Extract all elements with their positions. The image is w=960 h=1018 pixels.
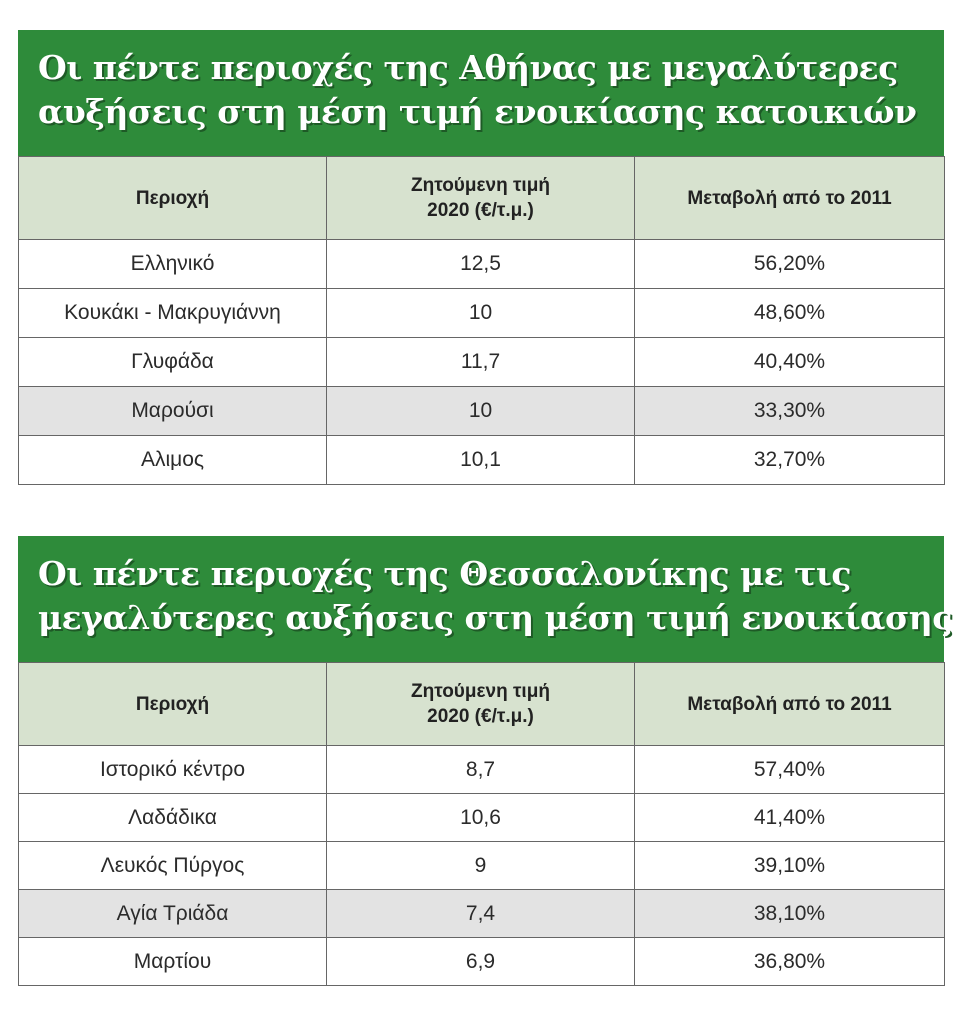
- cell-change: 56,20%: [635, 240, 945, 289]
- table-row: [19, 890, 945, 938]
- table-row: [19, 338, 945, 387]
- cell-price: 11,7: [327, 338, 635, 387]
- header-price: [327, 663, 635, 746]
- athens-rent-table: [18, 156, 945, 485]
- athens-title-line2: αυξήσεις στη μέση τιμή ενοικίασης κατοικιών: [38, 92, 917, 131]
- cell-area: Μαρτίου: [19, 938, 327, 986]
- cell-change: 40,40%: [635, 338, 945, 387]
- cell-area: Ιστορικό κέντρο: [19, 746, 327, 794]
- cell-price: 9: [327, 842, 635, 890]
- athens-table-block: [18, 30, 944, 485]
- cell-area: Λευκός Πύργος: [19, 842, 327, 890]
- table-row: [19, 794, 945, 842]
- header-change: Μεταβολή από το 2011: [635, 663, 945, 746]
- cell-price: 12,5: [327, 240, 635, 289]
- table-row: [19, 746, 945, 794]
- thessaloniki-title-line2: μεγαλύτερες αυξήσεις στη μέση τιμή ενοικίασης: [38, 598, 952, 637]
- table-row: [19, 240, 945, 289]
- table-row: [19, 938, 945, 986]
- athens-title-line1: Οι πέντε περιοχές της Αθήνας με μεγαλύτερες: [38, 48, 898, 87]
- header-change: Μεταβολή από το 2011: [635, 157, 945, 240]
- header-price-line2: 2020 (€/τ.μ.): [427, 706, 534, 727]
- cell-change: 57,40%: [635, 746, 945, 794]
- cell-area: Κουκάκι - Μακρυγιάννη: [19, 289, 327, 338]
- cell-price: 6,9: [327, 938, 635, 986]
- cell-change: 38,10%: [635, 890, 945, 938]
- thessaloniki-title: [18, 536, 952, 662]
- header-area: Περιοχή: [19, 663, 327, 746]
- header-price-line1: Ζητούμενη τιμή: [411, 681, 550, 702]
- table-row: [19, 842, 945, 890]
- cell-area: Γλυφάδα: [19, 338, 327, 387]
- thessaloniki-title-line1: Οι πέντε περιοχές της Θεσσαλονίκης με τις: [38, 554, 851, 593]
- cell-area: Λαδάδικα: [19, 794, 327, 842]
- cell-price: 10,6: [327, 794, 635, 842]
- header-price-line1: Ζητούμενη τιμή: [411, 175, 550, 196]
- cell-area: Αγία Τριάδα: [19, 890, 327, 938]
- cell-area: Αλιμος: [19, 436, 327, 485]
- thessaloniki-rent-table: [18, 662, 945, 986]
- thessaloniki-table-block: [18, 536, 952, 986]
- cell-price: 10,1: [327, 436, 635, 485]
- cell-price: 8,7: [327, 746, 635, 794]
- header-area: Περιοχή: [19, 157, 327, 240]
- table-row: [19, 436, 945, 485]
- cell-price: 10: [327, 289, 635, 338]
- cell-area: Μαρούσι: [19, 387, 327, 436]
- cell-change: 41,40%: [635, 794, 945, 842]
- cell-price: 10: [327, 387, 635, 436]
- cell-price: 7,4: [327, 890, 635, 938]
- table-header-row: [19, 663, 945, 746]
- table-header-row: [19, 157, 945, 240]
- table-row: [19, 387, 945, 436]
- cell-change: 36,80%: [635, 938, 945, 986]
- cell-change: 48,60%: [635, 289, 945, 338]
- cell-change: 33,30%: [635, 387, 945, 436]
- header-price-line2: 2020 (€/τ.μ.): [427, 200, 534, 221]
- athens-title: [18, 30, 944, 156]
- cell-change: 39,10%: [635, 842, 945, 890]
- header-price: [327, 157, 635, 240]
- cell-change: 32,70%: [635, 436, 945, 485]
- table-row: [19, 289, 945, 338]
- cell-area: Ελληνικό: [19, 240, 327, 289]
